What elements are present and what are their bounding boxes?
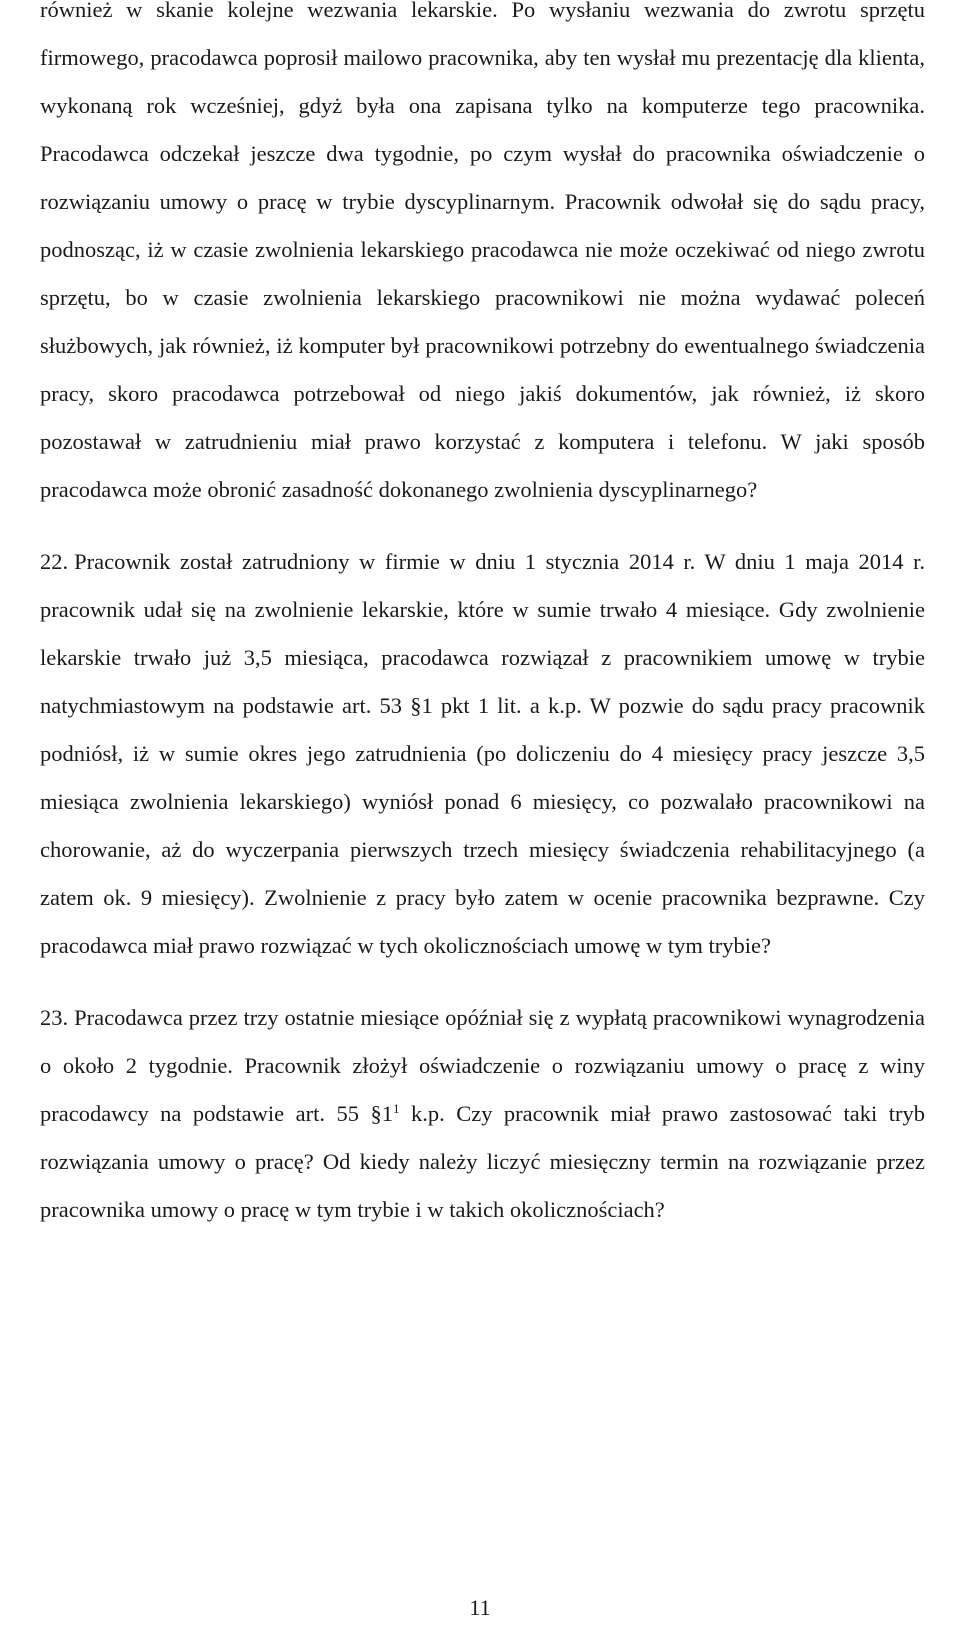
document-page <box>40 0 925 1234</box>
question-22-text: Pracownik został zatrudniony w firmie w dniu 1 stycznia 2014 r. W dniu 1 maja 2014 r. pracownik udał się na zwolnienie lekarskie, które w sumie trwało 4 miesiące. Gdy zwolnienie lekarskie trwało już 3,5 miesiąca, pracodawca rozwiązał z pracownikiem umowę w trybie natychmiastowym na podstawie art. 53 §1 pkt 1 lit. a k.p. W pozwie do sądu pracy pracownik podniósł, iż w sumie okres jego zatrudnienia (po doliczeniu do 4 miesięcy pracy jeszcze 3,5 miesiąca zwolnienia lekarskiego) wyniósł ponad 6 miesięcy, co pozwalało pracownikowi na chorowanie, aż do wyczerpania pierwszych trzech miesięcy świadczenia rehabilitacyjnego (a zatem ok. 9 miesięcy). Zwolnienie z pracy było zatem w ocenie pracownika bezprawne. Czy pracodawca miał prawo rozwiązać w tych okolicznościach umowę w tym trybie? <box>40 549 925 958</box>
question-23-superscript: 1 <box>392 1101 400 1116</box>
question-23-number: 23. <box>40 1005 69 1030</box>
question-22 <box>40 538 925 970</box>
question-23 <box>40 994 925 1234</box>
question-22-number: 22. <box>40 549 69 574</box>
continuation-paragraph: również w skanie kolejne wezwania lekarskie. Po wysłaniu wezwania do zwrotu sprzętu firmowego, pracodawca poprosił mailowo pracownika, aby ten wysłał mu prezentację dla klienta, wykonaną rok wcześniej, gdyż była ona zapisana tylko na komputerze tego pracownika. Pracodawca odczekał jeszcze dwa tygodnie, po czym wysłał do pracownika oświadczenie o rozwiązaniu umowy o pracę w trybie dyscyplinarnym. Pracownik odwołał się do sądu pracy, podnosząc, iż w czasie zwolnienia lekarskiego pracodawca nie może oczekiwać od niego zwrotu sprzętu, bo w czasie zwolnienia lekarskiego pracownikowi nie można wydawać poleceń służbowych, jak również, iż komputer był pracownikowi potrzebny do ewentualnego świadczenia pracy, skoro pracodawca potrzebował od niego jakiś dokumentów, jak również, iż skoro pozostawał w zatrudnieniu miał prawo korzystać z komputera i telefonu. W jaki sposób pracodawca może obronić zasadność dokonanego zwolnienia dyscyplinarnego? <box>40 0 925 502</box>
question-23-text-end: k.p. Czy pracownik miał prawo zastosować taki tryb rozwiązania umowy o pracę? Od kiedy należy liczyć miesięczny termin na rozwiązanie przez pracownika umowy o pracę w tym trybie i w takich okolicznościach? <box>40 1101 926 1222</box>
page-number: 11 <box>469 1595 491 1620</box>
question-23-text-start: Pracodawca przez trzy ostatnie miesiące opóźniał się z wypłatą pracownikowi wynagrodzenia o około 2 tygodnie. Pracownik złożył oświadczenie o rozwiązaniu umowy o pracę z winy pracodawcy na podstawie art. 55 §1 <box>40 1005 925 1126</box>
